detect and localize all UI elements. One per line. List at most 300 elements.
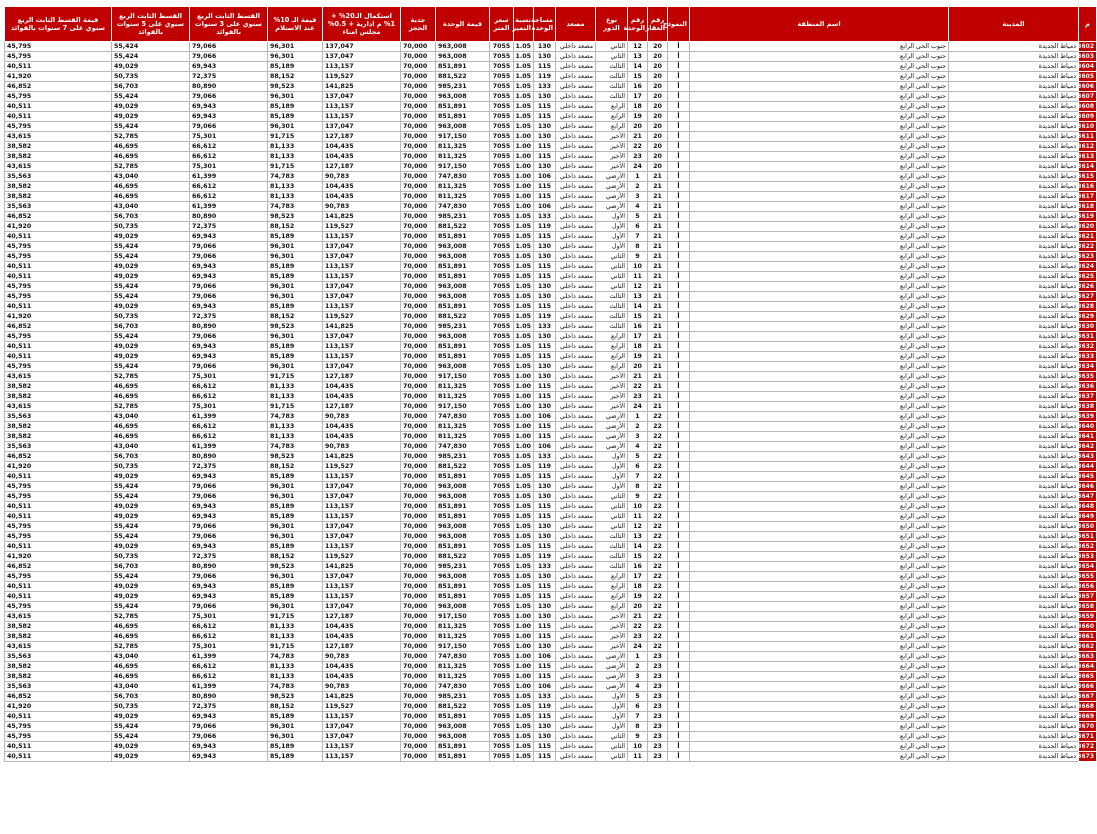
building-cell[interactable]: 20 — [648, 72, 668, 82]
space-cell[interactable]: 115 — [534, 62, 556, 72]
space-cell[interactable]: 130 — [534, 132, 556, 142]
inst4-cell[interactable]: 72,375 — [190, 702, 268, 712]
booking-cell[interactable]: 70,000 — [401, 262, 436, 272]
elevator-cell[interactable]: مصعد داخلي — [556, 482, 596, 492]
elevator-cell[interactable]: مصعد داخلي — [556, 662, 596, 672]
unit-value-cell[interactable]: 963,008 — [436, 52, 490, 62]
price-m-cell[interactable]: 7055 — [490, 342, 514, 352]
booking-cell[interactable]: 70,000 — [401, 92, 436, 102]
unit-value-cell[interactable]: 881,522 — [436, 312, 490, 322]
area-cell[interactable]: جنوب الحي الرابع — [690, 522, 949, 532]
space-cell[interactable]: 115 — [534, 392, 556, 402]
building-cell[interactable]: 21 — [648, 212, 668, 222]
city-cell[interactable]: دمياط الجديدة — [949, 612, 1079, 622]
building-cell[interactable]: 23 — [648, 682, 668, 692]
city-cell[interactable]: دمياط الجديدة — [949, 232, 1079, 242]
city-cell[interactable]: دمياط الجديدة — [949, 162, 1079, 172]
model-cell[interactable]: أ — [668, 662, 690, 672]
inst4-cell[interactable]: 80,890 — [190, 692, 268, 702]
inst7-cell[interactable]: 45,795 — [5, 42, 112, 52]
unit-cell[interactable]: 24 — [628, 642, 648, 652]
floor-cell[interactable]: الثالث — [596, 62, 628, 72]
unit-value-cell[interactable]: 851,891 — [436, 592, 490, 602]
price-m-cell[interactable]: 7055 — [490, 722, 514, 732]
city-cell[interactable]: دمياط الجديدة — [949, 522, 1079, 532]
elevator-cell[interactable]: مصعد داخلي — [556, 502, 596, 512]
inst4-cell[interactable]: 72,375 — [190, 462, 268, 472]
area-cell[interactable]: جنوب الحي الرابع — [690, 752, 949, 762]
booking-cell[interactable]: 70,000 — [401, 102, 436, 112]
completion-cell[interactable]: 104,435 — [323, 672, 401, 682]
receipt-cell[interactable]: 85,189 — [268, 752, 323, 762]
model-cell[interactable]: أ — [668, 292, 690, 302]
booking-cell[interactable]: 70,000 — [401, 502, 436, 512]
floor-cell[interactable]: الأول — [596, 462, 628, 472]
booking-cell[interactable]: 70,000 — [401, 602, 436, 612]
city-cell[interactable]: دمياط الجديدة — [949, 132, 1079, 142]
receipt-cell[interactable]: 96,301 — [268, 92, 323, 102]
building-cell[interactable]: 22 — [648, 462, 668, 472]
completion-cell[interactable]: 113,157 — [323, 272, 401, 282]
building-cell[interactable]: 20 — [648, 112, 668, 122]
space-cell[interactable]: 115 — [534, 102, 556, 112]
inst4-cell[interactable]: 79,066 — [190, 332, 268, 342]
floor-cell[interactable]: الأول — [596, 242, 628, 252]
inst7-cell[interactable]: 38,582 — [5, 152, 112, 162]
completion-cell[interactable]: 113,157 — [323, 582, 401, 592]
inst7-cell[interactable]: 40,511 — [5, 582, 112, 592]
city-cell[interactable]: دمياط الجديدة — [949, 632, 1079, 642]
inst5-cell[interactable]: 56,703 — [112, 692, 190, 702]
price-m-cell[interactable]: 7055 — [490, 742, 514, 752]
receipt-cell[interactable]: 98,523 — [268, 322, 323, 332]
inst7-cell[interactable]: 45,795 — [5, 602, 112, 612]
space-cell[interactable]: 133 — [534, 692, 556, 702]
unit-value-cell[interactable]: 881,522 — [436, 702, 490, 712]
premium-cell[interactable]: 1.05 — [514, 272, 534, 282]
premium-cell[interactable]: 1.05 — [514, 252, 534, 262]
building-cell[interactable]: 22 — [648, 532, 668, 542]
inst4-cell[interactable]: 69,943 — [190, 542, 268, 552]
price-m-cell[interactable]: 7055 — [490, 692, 514, 702]
floor-cell[interactable]: الرابع — [596, 582, 628, 592]
model-cell[interactable]: أ — [668, 552, 690, 562]
city-cell[interactable]: دمياط الجديدة — [949, 172, 1079, 182]
space-cell[interactable]: 130 — [534, 282, 556, 292]
inst5-cell[interactable]: 55,424 — [112, 602, 190, 612]
inst7-cell[interactable]: 40,511 — [5, 352, 112, 362]
price-m-cell[interactable]: 7055 — [490, 112, 514, 122]
space-cell[interactable]: 115 — [534, 422, 556, 432]
area-cell[interactable]: جنوب الحي الرابع — [690, 272, 949, 282]
inst7-cell[interactable]: 35,563 — [5, 412, 112, 422]
price-m-cell[interactable]: 7055 — [490, 672, 514, 682]
unit-value-cell[interactable]: 963,008 — [436, 42, 490, 52]
premium-cell[interactable]: 1.00 — [514, 662, 534, 672]
row-id[interactable]: 3650 — [1079, 522, 1097, 532]
inst7-cell[interactable]: 45,795 — [5, 52, 112, 62]
floor-cell[interactable]: الثالث — [596, 562, 628, 572]
model-cell[interactable]: أ — [668, 372, 690, 382]
premium-cell[interactable]: 1.05 — [514, 572, 534, 582]
model-cell[interactable]: أ — [668, 112, 690, 122]
building-cell[interactable]: 22 — [648, 602, 668, 612]
area-cell[interactable]: جنوب الحي الرابع — [690, 42, 949, 52]
inst4-cell[interactable]: 79,066 — [190, 492, 268, 502]
inst4-cell[interactable]: 75,301 — [190, 162, 268, 172]
unit-value-cell[interactable]: 963,008 — [436, 362, 490, 372]
col-header-city[interactable]: المدينة — [949, 7, 1079, 42]
row-id[interactable]: 3623 — [1079, 252, 1097, 262]
row-id[interactable]: 3657 — [1079, 592, 1097, 602]
price-m-cell[interactable]: 7055 — [490, 72, 514, 82]
inst4-cell[interactable]: 75,301 — [190, 132, 268, 142]
city-cell[interactable]: دمياط الجديدة — [949, 62, 1079, 72]
elevator-cell[interactable]: مصعد داخلي — [556, 752, 596, 762]
inst7-cell[interactable]: 40,511 — [5, 472, 112, 482]
unit-value-cell[interactable]: 963,008 — [436, 282, 490, 292]
row-id[interactable]: 3656 — [1079, 582, 1097, 592]
inst4-cell[interactable]: 79,066 — [190, 722, 268, 732]
completion-cell[interactable]: 127,187 — [323, 162, 401, 172]
inst5-cell[interactable]: 55,424 — [112, 492, 190, 502]
completion-cell[interactable]: 141,825 — [323, 82, 401, 92]
city-cell[interactable]: دمياط الجديدة — [949, 92, 1079, 102]
price-m-cell[interactable]: 7055 — [490, 652, 514, 662]
inst4-cell[interactable]: 79,066 — [190, 602, 268, 612]
completion-cell[interactable]: 113,157 — [323, 302, 401, 312]
completion-cell[interactable]: 137,047 — [323, 362, 401, 372]
inst4-cell[interactable]: 72,375 — [190, 312, 268, 322]
model-cell[interactable]: أ — [668, 212, 690, 222]
inst4-cell[interactable]: 66,612 — [190, 422, 268, 432]
price-m-cell[interactable]: 7055 — [490, 752, 514, 762]
completion-cell[interactable]: 113,157 — [323, 712, 401, 722]
city-cell[interactable]: دمياط الجديدة — [949, 692, 1079, 702]
row-id[interactable]: 3646 — [1079, 482, 1097, 492]
elevator-cell[interactable]: مصعد داخلي — [556, 252, 596, 262]
space-cell[interactable]: 115 — [534, 352, 556, 362]
premium-cell[interactable]: 1.00 — [514, 632, 534, 642]
booking-cell[interactable]: 70,000 — [401, 702, 436, 712]
city-cell[interactable]: دمياط الجديدة — [949, 72, 1079, 82]
building-cell[interactable]: 22 — [648, 572, 668, 582]
inst4-cell[interactable]: 61,399 — [190, 682, 268, 692]
inst7-cell[interactable]: 43,615 — [5, 162, 112, 172]
receipt-cell[interactable]: 96,301 — [268, 242, 323, 252]
unit-cell[interactable]: 13 — [628, 52, 648, 62]
row-id[interactable]: 3665 — [1079, 672, 1097, 682]
price-m-cell[interactable]: 7055 — [490, 242, 514, 252]
city-cell[interactable]: دمياط الجديدة — [949, 652, 1079, 662]
receipt-cell[interactable]: 98,523 — [268, 212, 323, 222]
floor-cell[interactable]: الأخير — [596, 132, 628, 142]
unit-cell[interactable]: 16 — [628, 82, 648, 92]
city-cell[interactable]: دمياط الجديدة — [949, 392, 1079, 402]
inst4-cell[interactable]: 66,612 — [190, 382, 268, 392]
building-cell[interactable]: 22 — [648, 552, 668, 562]
inst5-cell[interactable]: 55,424 — [112, 572, 190, 582]
inst7-cell[interactable]: 45,795 — [5, 532, 112, 542]
booking-cell[interactable]: 70,000 — [401, 332, 436, 342]
building-cell[interactable]: 21 — [648, 192, 668, 202]
building-cell[interactable]: 23 — [648, 712, 668, 722]
row-id[interactable]: 3661 — [1079, 632, 1097, 642]
premium-cell[interactable]: 1.00 — [514, 182, 534, 192]
price-m-cell[interactable]: 7055 — [490, 542, 514, 552]
inst4-cell[interactable]: 79,066 — [190, 242, 268, 252]
area-cell[interactable]: جنوب الحي الرابع — [690, 252, 949, 262]
area-cell[interactable]: جنوب الحي الرابع — [690, 192, 949, 202]
inst5-cell[interactable]: 46,695 — [112, 432, 190, 442]
inst4-cell[interactable]: 61,399 — [190, 202, 268, 212]
completion-cell[interactable]: 137,047 — [323, 522, 401, 532]
receipt-cell[interactable]: 85,189 — [268, 272, 323, 282]
inst7-cell[interactable]: 38,582 — [5, 392, 112, 402]
space-cell[interactable]: 115 — [534, 302, 556, 312]
elevator-cell[interactable]: مصعد داخلي — [556, 702, 596, 712]
model-cell[interactable]: أ — [668, 742, 690, 752]
floor-cell[interactable]: الرابع — [596, 332, 628, 342]
elevator-cell[interactable]: مصعد داخلي — [556, 492, 596, 502]
space-cell[interactable]: 130 — [534, 92, 556, 102]
unit-cell[interactable]: 4 — [628, 682, 648, 692]
premium-cell[interactable]: 1.00 — [514, 642, 534, 652]
unit-cell[interactable]: 21 — [628, 372, 648, 382]
completion-cell[interactable]: 113,157 — [323, 472, 401, 482]
receipt-cell[interactable]: 88,152 — [268, 552, 323, 562]
city-cell[interactable]: دمياط الجديدة — [949, 482, 1079, 492]
area-cell[interactable]: جنوب الحي الرابع — [690, 722, 949, 732]
receipt-cell[interactable]: 98,523 — [268, 692, 323, 702]
elevator-cell[interactable]: مصعد داخلي — [556, 182, 596, 192]
price-m-cell[interactable]: 7055 — [490, 212, 514, 222]
space-cell[interactable]: 133 — [534, 562, 556, 572]
row-id[interactable]: 3641 — [1079, 432, 1097, 442]
elevator-cell[interactable]: مصعد داخلي — [556, 722, 596, 732]
col-header-model[interactable]: النموذج — [668, 7, 690, 42]
unit-cell[interactable]: 2 — [628, 662, 648, 672]
completion-cell[interactable]: 104,435 — [323, 392, 401, 402]
completion-cell[interactable]: 137,047 — [323, 602, 401, 612]
inst4-cell[interactable]: 69,943 — [190, 592, 268, 602]
receipt-cell[interactable]: 96,301 — [268, 522, 323, 532]
space-cell[interactable]: 106 — [534, 652, 556, 662]
area-cell[interactable]: جنوب الحي الرابع — [690, 672, 949, 682]
premium-cell[interactable]: 1.00 — [514, 382, 534, 392]
receipt-cell[interactable]: 81,133 — [268, 672, 323, 682]
premium-cell[interactable]: 1.05 — [514, 732, 534, 742]
area-cell[interactable]: جنوب الحي الرابع — [690, 472, 949, 482]
booking-cell[interactable]: 70,000 — [401, 392, 436, 402]
unit-value-cell[interactable]: 851,891 — [436, 302, 490, 312]
completion-cell[interactable]: 137,047 — [323, 42, 401, 52]
receipt-cell[interactable]: 96,301 — [268, 252, 323, 262]
receipt-cell[interactable]: 96,301 — [268, 292, 323, 302]
space-cell[interactable]: 106 — [534, 172, 556, 182]
inst7-cell[interactable]: 38,582 — [5, 622, 112, 632]
inst4-cell[interactable]: 69,943 — [190, 342, 268, 352]
completion-cell[interactable]: 113,157 — [323, 502, 401, 512]
row-id[interactable]: 3629 — [1079, 312, 1097, 322]
unit-value-cell[interactable]: 851,891 — [436, 272, 490, 282]
unit-value-cell[interactable]: 811,325 — [436, 182, 490, 192]
floor-cell[interactable]: الثالث — [596, 322, 628, 332]
city-cell[interactable]: دمياط الجديدة — [949, 282, 1079, 292]
completion-cell[interactable]: 141,825 — [323, 562, 401, 572]
booking-cell[interactable]: 70,000 — [401, 412, 436, 422]
inst5-cell[interactable]: 46,695 — [112, 192, 190, 202]
completion-cell[interactable]: 137,047 — [323, 242, 401, 252]
booking-cell[interactable]: 70,000 — [401, 442, 436, 452]
receipt-cell[interactable]: 98,523 — [268, 82, 323, 92]
building-cell[interactable]: 22 — [648, 442, 668, 452]
inst4-cell[interactable]: 79,066 — [190, 482, 268, 492]
city-cell[interactable]: دمياط الجديدة — [949, 142, 1079, 152]
unit-cell[interactable]: 6 — [628, 702, 648, 712]
model-cell[interactable]: أ — [668, 652, 690, 662]
floor-cell[interactable]: الثاني — [596, 42, 628, 52]
inst7-cell[interactable]: 43,615 — [5, 132, 112, 142]
row-id[interactable]: 3634 — [1079, 362, 1097, 372]
inst5-cell[interactable]: 55,424 — [112, 532, 190, 542]
inst5-cell[interactable]: 46,695 — [112, 152, 190, 162]
floor-cell[interactable]: الثالث — [596, 82, 628, 92]
premium-cell[interactable]: 1.05 — [514, 72, 534, 82]
space-cell[interactable]: 119 — [534, 312, 556, 322]
model-cell[interactable]: أ — [668, 632, 690, 642]
area-cell[interactable]: جنوب الحي الرابع — [690, 72, 949, 82]
booking-cell[interactable]: 70,000 — [401, 752, 436, 762]
premium-cell[interactable]: 1.05 — [514, 552, 534, 562]
unit-cell[interactable]: 22 — [628, 382, 648, 392]
model-cell[interactable]: أ — [668, 452, 690, 462]
space-cell[interactable]: 130 — [534, 52, 556, 62]
row-id[interactable]: 3667 — [1079, 692, 1097, 702]
unit-value-cell[interactable]: 851,891 — [436, 512, 490, 522]
elevator-cell[interactable]: مصعد داخلي — [556, 82, 596, 92]
area-cell[interactable]: جنوب الحي الرابع — [690, 82, 949, 92]
completion-cell[interactable]: 141,825 — [323, 212, 401, 222]
unit-value-cell[interactable]: 811,325 — [436, 662, 490, 672]
area-cell[interactable]: جنوب الحي الرابع — [690, 592, 949, 602]
completion-cell[interactable]: 141,825 — [323, 452, 401, 462]
model-cell[interactable]: أ — [668, 392, 690, 402]
floor-cell[interactable]: الأول — [596, 482, 628, 492]
elevator-cell[interactable]: مصعد داخلي — [556, 202, 596, 212]
inst5-cell[interactable]: 46,695 — [112, 672, 190, 682]
premium-cell[interactable]: 1.05 — [514, 522, 534, 532]
area-cell[interactable]: جنوب الحي الرابع — [690, 642, 949, 652]
model-cell[interactable]: أ — [668, 312, 690, 322]
model-cell[interactable]: أ — [668, 422, 690, 432]
completion-cell[interactable]: 119,527 — [323, 552, 401, 562]
space-cell[interactable]: 119 — [534, 222, 556, 232]
unit-value-cell[interactable]: 917,150 — [436, 612, 490, 622]
booking-cell[interactable]: 70,000 — [401, 672, 436, 682]
elevator-cell[interactable]: مصعد داخلي — [556, 92, 596, 102]
inst4-cell[interactable]: 79,066 — [190, 572, 268, 582]
space-cell[interactable]: 130 — [534, 252, 556, 262]
premium-cell[interactable]: 1.05 — [514, 242, 534, 252]
building-cell[interactable]: 21 — [648, 282, 668, 292]
completion-cell[interactable]: 90,783 — [323, 682, 401, 692]
building-cell[interactable]: 21 — [648, 372, 668, 382]
inst7-cell[interactable]: 43,615 — [5, 612, 112, 622]
inst4-cell[interactable]: 69,943 — [190, 232, 268, 242]
inst7-cell[interactable]: 38,582 — [5, 142, 112, 152]
premium-cell[interactable]: 1.00 — [514, 372, 534, 382]
elevator-cell[interactable]: مصعد داخلي — [556, 432, 596, 442]
receipt-cell[interactable]: 91,715 — [268, 612, 323, 622]
inst7-cell[interactable]: 45,795 — [5, 92, 112, 102]
inst4-cell[interactable]: 79,066 — [190, 52, 268, 62]
completion-cell[interactable]: 119,527 — [323, 702, 401, 712]
city-cell[interactable]: دمياط الجديدة — [949, 102, 1079, 112]
model-cell[interactable]: أ — [668, 532, 690, 542]
city-cell[interactable]: دمياط الجديدة — [949, 512, 1079, 522]
premium-cell[interactable]: 1.05 — [514, 492, 534, 502]
model-cell[interactable]: أ — [668, 142, 690, 152]
building-cell[interactable]: 22 — [648, 492, 668, 502]
model-cell[interactable]: أ — [668, 412, 690, 422]
space-cell[interactable]: 133 — [534, 322, 556, 332]
premium-cell[interactable]: 1.00 — [514, 612, 534, 622]
area-cell[interactable]: جنوب الحي الرابع — [690, 392, 949, 402]
row-id[interactable]: 3614 — [1079, 162, 1097, 172]
price-m-cell[interactable]: 7055 — [490, 562, 514, 572]
col-header-space[interactable]: مساحة الوحدة — [534, 7, 556, 42]
area-cell[interactable]: جنوب الحي الرابع — [690, 142, 949, 152]
unit-cell[interactable]: 2 — [628, 182, 648, 192]
city-cell[interactable]: دمياط الجديدة — [949, 242, 1079, 252]
completion-cell[interactable]: 119,527 — [323, 312, 401, 322]
premium-cell[interactable]: 1.05 — [514, 472, 534, 482]
elevator-cell[interactable]: مصعد داخلي — [556, 622, 596, 632]
model-cell[interactable]: أ — [668, 592, 690, 602]
booking-cell[interactable]: 70,000 — [401, 342, 436, 352]
price-m-cell[interactable]: 7055 — [490, 222, 514, 232]
inst4-cell[interactable]: 66,612 — [190, 392, 268, 402]
area-cell[interactable]: جنوب الحي الرابع — [690, 652, 949, 662]
booking-cell[interactable]: 70,000 — [401, 192, 436, 202]
model-cell[interactable]: أ — [668, 342, 690, 352]
elevator-cell[interactable]: مصعد داخلي — [556, 292, 596, 302]
premium-cell[interactable]: 1.00 — [514, 152, 534, 162]
area-cell[interactable]: جنوب الحي الرابع — [690, 312, 949, 322]
row-id[interactable]: 3604 — [1079, 62, 1097, 72]
city-cell[interactable]: دمياط الجديدة — [949, 712, 1079, 722]
area-cell[interactable]: جنوب الحي الرابع — [690, 92, 949, 102]
unit-cell[interactable]: 15 — [628, 312, 648, 322]
receipt-cell[interactable]: 74,783 — [268, 652, 323, 662]
city-cell[interactable]: دمياط الجديدة — [949, 222, 1079, 232]
unit-value-cell[interactable]: 881,522 — [436, 222, 490, 232]
completion-cell[interactable]: 104,435 — [323, 152, 401, 162]
row-id[interactable]: 3622 — [1079, 242, 1097, 252]
inst7-cell[interactable]: 41,920 — [5, 552, 112, 562]
inst5-cell[interactable]: 50,735 — [112, 552, 190, 562]
receipt-cell[interactable]: 81,133 — [268, 382, 323, 392]
inst5-cell[interactable]: 50,735 — [112, 702, 190, 712]
elevator-cell[interactable]: مصعد داخلي — [556, 282, 596, 292]
col-header-inst4[interactable]: القسط الثابت الربع سنوي على 3 سنوات بالفوائد — [190, 7, 268, 42]
space-cell[interactable]: 115 — [534, 192, 556, 202]
premium-cell[interactable]: 1.05 — [514, 532, 534, 542]
inst4-cell[interactable]: 66,612 — [190, 632, 268, 642]
area-cell[interactable]: جنوب الحي الرابع — [690, 732, 949, 742]
unit-cell[interactable]: 10 — [628, 262, 648, 272]
